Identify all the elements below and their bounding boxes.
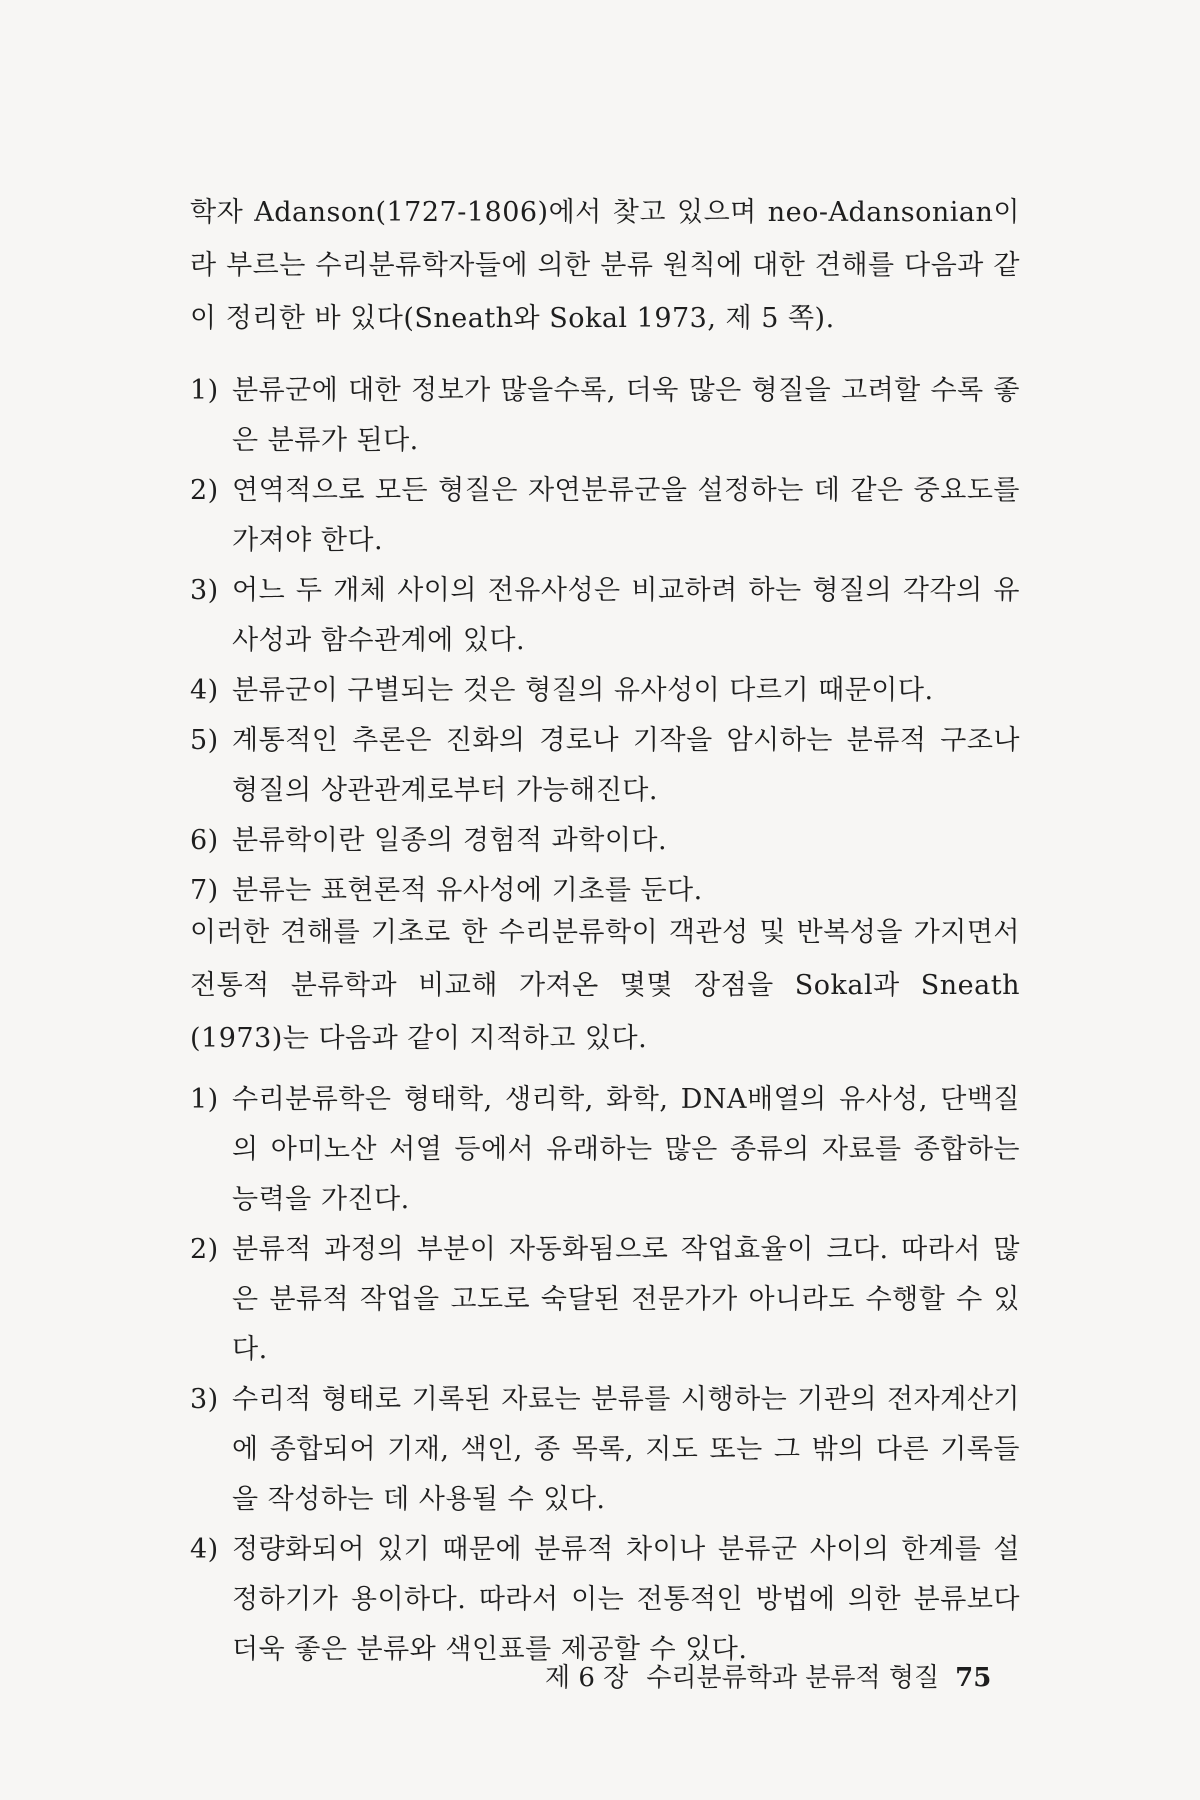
- item-number: 4): [190, 675, 219, 706]
- item-number: 2): [190, 1234, 219, 1265]
- item-text: 분류는 표현론적 유사성에 기초를 둔다.: [232, 875, 703, 906]
- item-text: 분류적 과정의 부분이 자동화됨으로 작업효율이 크다. 따라서 많은 분류적 작업을 고도로 숙달된 전문가가 아니라도 수행할 수 있다.: [232, 1234, 1020, 1365]
- item-text: 어느 두 개체 사이의 전유사성은 비교하려 하는 형질의 각각의 유사성과 함수관계에 있다.: [232, 575, 1020, 656]
- page-number: 75: [955, 1663, 992, 1693]
- item-number: 7): [190, 875, 219, 906]
- item-number: 2): [190, 475, 219, 506]
- item-number: 3): [190, 575, 219, 606]
- item-text: 분류군이 구별되는 것은 형질의 유사성이 다르기 때문이다.: [232, 675, 934, 706]
- classification-principles-list: [190, 366, 1020, 916]
- item-text: 계통적인 추론은 진화의 경로나 기작을 암시하는 분류적 구조나 형질의 상관관계로부터 가능해진다.: [232, 725, 1020, 806]
- item-text: 정량화되어 있기 때문에 분류적 차이나 분류군 사이의 한계를 설정하기가 용이하다. 따라서 이는 전통적인 방법에 의한 분류보다 더욱 좋은 분류와 색인표를 제공할 수 있다.: [232, 1534, 1020, 1665]
- chapter-label: 제 6 장: [545, 1663, 629, 1693]
- item-number: 4): [190, 1534, 219, 1565]
- item-text: 연역적으로 모든 형질은 자연분류군을 설정하는 데 같은 중요도를 가져야 한다.: [232, 475, 1020, 556]
- item-number: 1): [190, 1084, 219, 1115]
- advantages-list: [190, 1075, 1020, 1675]
- item-text: 분류학이란 일종의 경험적 과학이다.: [232, 825, 668, 856]
- item-text: 수리적 형태로 기록된 자료는 분류를 시행하는 기관의 전자계산기에 종합되어 기재, 색인, 종 목록, 지도 또는 그 밖의 다른 기록들을 작성하는 데 사용될 수 있다.: [232, 1384, 1020, 1515]
- list-item: [190, 1225, 1020, 1375]
- list-item: [190, 1075, 1020, 1225]
- list-item: [190, 466, 1020, 566]
- page-footer: [545, 1658, 1020, 1698]
- list-item: [190, 1525, 1020, 1675]
- list-item: [190, 366, 1020, 466]
- list-item: [190, 816, 1020, 866]
- item-number: 5): [190, 725, 219, 756]
- item-number: 6): [190, 825, 219, 856]
- item-number: 1): [190, 375, 219, 406]
- chapter-title: 수리분류학과 분류적 형질: [646, 1663, 940, 1693]
- list-item: [190, 666, 1020, 716]
- advantages-intro-paragraph: 이러한 견해를 기초로 한 수리분류학이 객관성 및 반복성을 가지면서 전통적 분류학과 비교해 가져온 몇몇 장점을 Sokal과 Sneath (1973)는 다음과 같이 지적하고 있다.: [190, 917, 1020, 1054]
- item-text: 수리분류학은 형태학, 생리학, 화학, DNA배열의 유사성, 단백질의 아미노산 서열 등에서 유래하는 많은 종류의 자료를 종합하는 능력을 가진다.: [232, 1084, 1020, 1215]
- item-text: 분류군에 대한 정보가 많을수록, 더욱 많은 형질을 고려할 수록 좋은 분류가 된다.: [232, 375, 1020, 456]
- list-item: [190, 566, 1020, 666]
- intro-paragraph: 학자 Adanson(1727-1806)에서 찾고 있으며 neo-Adansonian이라 부르는 수리분류학자들에 의한 분류 원칙에 대한 견해를 다음과 같이 정리한 바 있다(Sneath와 Sokal 1973, 제 5 쪽).: [190, 197, 1020, 334]
- list-item: [190, 1375, 1020, 1525]
- item-number: 3): [190, 1384, 219, 1415]
- list-item: [190, 716, 1020, 816]
